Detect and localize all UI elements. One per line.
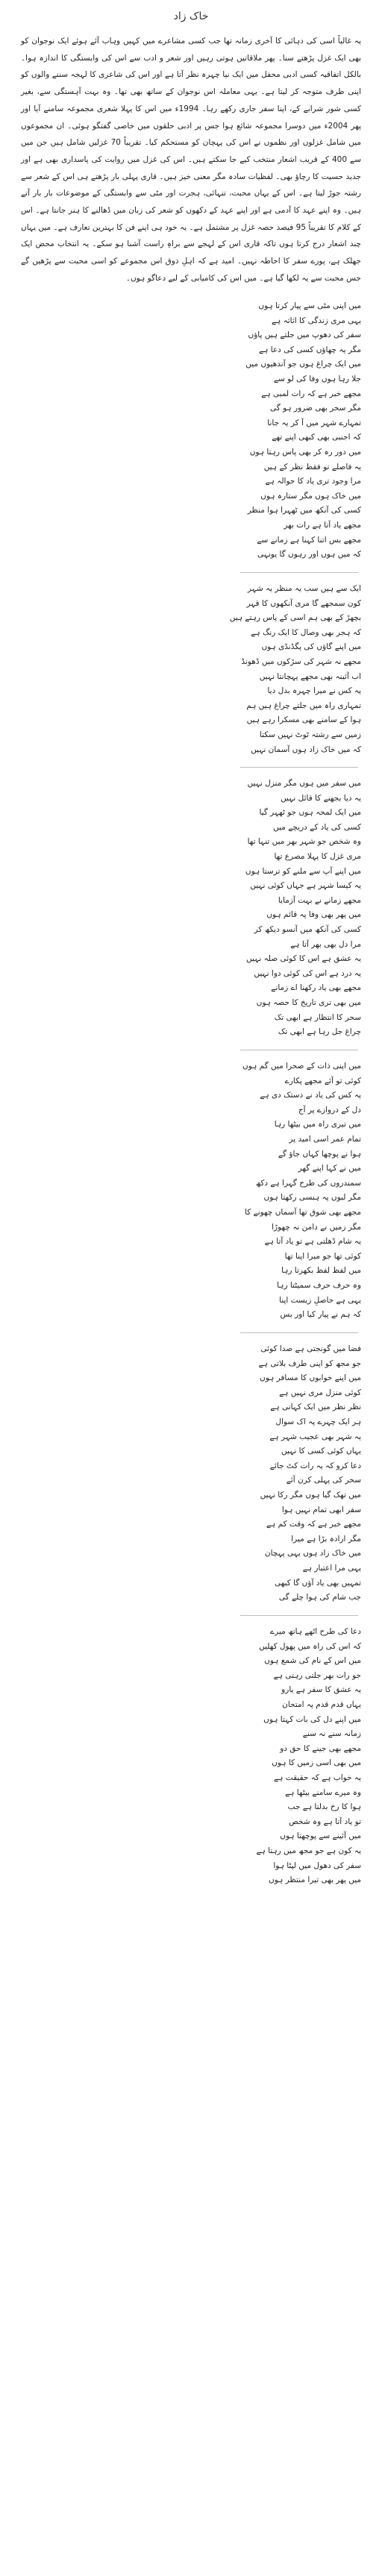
intro-text: یہ غالباً اسی کی دہائی کا آخری زمانہ تھا جب کسی مشاعرے میں کہیں وہاب آئے ہوئے ایک نوجوان کو بھی ایک غزل پڑھتے سنا۔ پھر ملاقاتیں ہوتی رہیں اور شعر و ادب سے اس کی وابستگی کا اندازہ ہوا۔ بالکل اتفاقیہ کسی ادبی محفل میں ایک نیا چہرہ نظر آتا ہے اور اس کی شاعری کا لہجہ سننے والوں کو اپنی طرف متوجہ کر لیتا ہے۔ یہی معاملہ اس نوجوان کے ساتھ بھی تھا۔ وہ بہت آہستگی سے، بغیر کسی شور شرابے کے، اپنا سفر جاری رکھے رہا۔ 1994ء میں اس کا پہلا شعری مجموعہ سامنے آیا اور پھر 2004ء میں دوسرا مجموعہ شائع ہوا جس پر ادبی حلقوں میں خاصی گفتگو ہوئی۔ ان مجموعوں میں شامل غزلوں اور نظموں نے اس کی پہچان کو مستحکم کیا۔ تقریباً 70 غزلیں شامل ہیں جن میں سے 400 کے قریب اشعار منتخب کیے جا سکتے ہیں۔ اس کی غزل میں روایت کی پاسداری بھی ہے اور جدید حسیت کا رچاؤ بھی۔ لفظیات سادہ مگر معنی خیز ہیں۔ قاری پہلی بار پڑھتے ہی اس کے شعر سے رشتہ جوڑ لیتا ہے۔ اس کے یہاں محبت، تنہائی، ہجرت اور مٹی سے وابستگی کے موضوعات بار بار آتے ہیں۔ وہ اپنے عہد کا آدمی ہے اور اپنے عہد کے دکھوں کو شعر کی زبان میں ڈھالنے کا ہنر جانتا ہے۔ اس کے کلام کا تقریباً 95 فیصد حصہ غزل پر مشتمل ہے۔ یہ خود ہی اپنے فن کا بہترین تعارف ہے۔ میں یہاں چند اشعار درج کرتا ہوں تاکہ قاری اس کے لہجے سے براہِ راست آشنا ہو سکے۔ یہ انتخاب محض ایک جھلک ہے، پورے سفر کا احاطہ نہیں۔ امید ہے کہ اہلِ ذوق اس مجموعے کو اسی محبت سے پڑھیں گے جس محبت سے یہ لکھا گیا ہے۔ میں اس کی کامیابی کے لیے دعاگو ہوں۔: [21, 37, 361, 283]
poem-line: مجھے نہ شہر کی سڑکوں میں ڈھونڈ: [241, 656, 361, 666]
poem-line: چراغ جل رہا ہے ابھی تک: [278, 1027, 361, 1037]
poem-line: تمہیں بھی یاد آؤں گا کبھی: [275, 1578, 361, 1588]
poem-line: کہ ہجر بھی وصال کا ایک رنگ ہے: [251, 627, 361, 637]
poem-line: میں بھی تری تاریخ کا حصہ ہوں: [256, 997, 361, 1007]
poem-line: کسی کی آنکھ میں آنسو دیکھ کر: [254, 924, 361, 934]
poem-line: میں بھی اسی زمیں کا ہوں: [272, 1758, 361, 1768]
poem-line: میں نے کہا اپنے گھر: [298, 1164, 361, 1173]
poem-line: نظر نظر میں ایک کہانی ہے: [270, 1403, 361, 1412]
poem-line: وہ حرف حرف سمیٹتا رہا: [277, 1280, 361, 1290]
poem-block: [21, 299, 361, 562]
poem-line: کہ میں خاک زاد ہوں آسمان نہیں: [251, 745, 361, 754]
poem-line: ہر ایک چہرے پہ اک سوال: [275, 1417, 361, 1426]
poem-line: دل کے دروازے پر آج: [298, 1105, 361, 1115]
poem-line: سفر کی دھوپ میں جلتے ہیں پاؤں: [248, 330, 361, 340]
poem-line: یہ کون ہے جو مجھ میں رہتا ہے: [256, 1846, 361, 1855]
poem-line: زمانہ سنے نہ سنے: [302, 1729, 361, 1739]
poem-line: یہاں کوئی کسی کا نہیں: [281, 1447, 361, 1456]
poem-line: یہ فاصلے تو فقط نظر کے ہیں: [263, 462, 361, 471]
poem-line: ہوا کے سامنے بھی مسکرا رہے ہیں: [246, 715, 361, 725]
poem-line: تمہارے شہر میں آ کر یہ جانا: [267, 418, 361, 427]
poem-line: مجھے یاد آتا ہے رات بھر: [284, 520, 361, 530]
poem-block: [21, 1059, 361, 1323]
poem-line: یہ عشق کا سفر ہے یارو: [281, 1685, 361, 1695]
poem-line: میں پھر بھی وفا پہ قائم ہوں: [266, 910, 361, 920]
poem-line: مجھے بس اتنا کہنا ہے زمانے سے: [257, 535, 361, 545]
poem-line: کہ اس کی راہ میں پھول کھلیں: [259, 1641, 361, 1651]
poem-block: [21, 582, 361, 757]
poem-line: مگر یہ چھاؤں کسی کی دعا ہے: [259, 345, 361, 354]
poem-line: مجھے زمانے نے بہت آزمایا: [278, 895, 361, 905]
poem-line: مجھے بھی یاد رکھنا اے زمانے: [271, 983, 361, 993]
poem-line: مجھے بھی شوق تھا آسماں چھونے کا: [245, 1207, 361, 1217]
poem-line: سحر کی پہلی کرن آئے: [286, 1476, 361, 1485]
poem-line: اب آئینہ بھی مجھے پہچانتا نہیں: [259, 671, 361, 681]
poem-line: فضا میں گونجتی ہے صدا کوئی: [260, 1344, 361, 1353]
poem-line: میں اپنے آپ سے ملنے کو ترستا ہوں: [245, 866, 361, 876]
poem-line: وہ میرے سامنے بیٹھا ہے: [285, 1787, 361, 1797]
poem-line: میں تھک گیا ہوں مگر رکا نہیں: [260, 1490, 361, 1499]
intro-paragraph: [21, 33, 361, 287]
poem-line: میں اپنی ذات کے صحرا میں گم ہوں: [242, 1062, 361, 1071]
poem-line: یہی مرا اعتبار ہے: [302, 1563, 361, 1573]
poem-line: کوئی تھا جو میرا اپنا تھا: [284, 1251, 361, 1261]
poem-line: میں سفر میں ہوں مگر منزل نہیں: [247, 779, 361, 788]
poem-line: مگر ارادہ بڑا ہے میرا: [291, 1534, 361, 1544]
poem-line: مرا وجود تری یاد کا حوالہ ہے: [265, 477, 361, 486]
poem-line: یہ کیسا شہر ہے جہاں کوئی نہیں: [250, 881, 361, 891]
poem-block: [21, 777, 361, 1040]
poem-line: میں اپنے گاؤں کی پگڈنڈی ہوں: [261, 642, 361, 652]
poem-line: مگر سحر بھی ضرور ہو گی: [270, 404, 361, 413]
section-divider: [240, 1615, 358, 1616]
section-divider: [240, 1332, 358, 1333]
poem-line: مجھے خبر ہے کہ وقت کم ہے: [266, 1520, 361, 1529]
poem-line: میں لفظ لفظ بکھرتا رہا: [281, 1266, 361, 1276]
poem-line: جب شام کی ہوا چلے گی: [278, 1593, 361, 1602]
poem-line: یہ خواب ہے کہ حقیقت ہے: [274, 1773, 361, 1782]
poem-block: [21, 1625, 361, 1888]
poem-line: میں اپنے خوابوں کا مسافر ہوں: [259, 1373, 361, 1383]
poem-line: تمہاری راہ میں جلتے چراغ ہیں ہم: [246, 701, 361, 710]
poem-block: [21, 1342, 361, 1605]
poem-line: یہی مری زندگی کا اثاثہ ہے: [271, 316, 361, 325]
poem-line: میں خاک زاد ہوں یہی پہچان: [264, 1549, 361, 1558]
poem-line: دعا کی طرح اٹھے ہاتھ میرے: [270, 1627, 361, 1636]
poem-line: یہ درد ہے اس کی کوئی دوا نہیں: [254, 968, 361, 978]
poem-line: کوئی منزل مری نہیں ہے: [279, 1388, 361, 1397]
section-divider: [240, 572, 358, 573]
poem-line: مجھے خبر ہے کہ رات لمبی ہے: [261, 389, 361, 398]
poem-line: تمام عمر اسی امید پر: [289, 1134, 361, 1144]
poem-line: جو رات بھر جلتی رہتی ہے: [273, 1670, 361, 1680]
poem-line: ہوا نے پوچھا کہاں جاؤ گے: [278, 1149, 361, 1159]
poem-line: یہ کس کی یاد نے دستک دی ہے: [260, 1091, 361, 1100]
poem-line: میں پھر بھی تیرا منتظر ہوں: [268, 1875, 361, 1885]
poem-line: بچھڑ کے بھی ہم اسی کے پاس رہتے ہیں: [229, 613, 361, 623]
poem-line: ایک سے ہیں سب یہ منظر یہ شہر: [247, 584, 361, 593]
poem-line: میں تیری راہ میں بیٹھا رہا: [274, 1120, 361, 1129]
poem-line: جو مجھ کو اپنی طرف بلاتی ہے: [258, 1358, 361, 1368]
poem-line: مجھے بھی جینے کا حق دو: [280, 1743, 361, 1753]
poem-line: مرا دل بھی بھر آتا ہے: [290, 939, 361, 949]
poem-line: میں اس کے نام کی شمع ہوں: [264, 1656, 361, 1666]
poem-line: کہ اجنبی بھی کبھی اپنے تھے: [272, 433, 361, 442]
poem-line: یہ دیا بجھنے کا قائل نہیں: [281, 793, 361, 803]
poem-line: مری غزل کا پہلا مصرع تھا: [274, 851, 361, 861]
poem-line: سحر کا انتظار ہے ابھی تک: [274, 1012, 361, 1022]
poem-line: میں دور رہ کر بھی پاس رہتا ہوں: [249, 447, 361, 457]
poem-line: وہ شخص جو شہر بھر میں تنہا تھا: [247, 837, 361, 847]
poem-line: میں اپنی مٹی سے پیار کرتا ہوں: [258, 301, 361, 310]
poem-line: یہ شہر بھی عجیب شہر ہے: [269, 1432, 361, 1441]
poem-line: یہ عشق ہے اس کا کوئی صلہ نہیں: [246, 954, 361, 964]
poem-line: میں ایک چراغ ہوں جو آندھیوں میں: [245, 360, 361, 369]
poem-line: مگر زمیں نے دامن نہ چھوڑا: [272, 1222, 361, 1232]
poem-line: کوئی تو آئے مجھے پکارے: [284, 1076, 361, 1085]
poem-line: میں ایک لمحہ ہوں جو ٹھہر گیا: [259, 808, 361, 818]
document-title: خاک زاد: [173, 10, 209, 22]
poem-line: جلا رہا ہوں وفا کی لو سے: [273, 374, 361, 383]
poem-line: مگر لبوں پہ ہنسی رکھتا ہوں: [263, 1193, 361, 1203]
poem-line: کسی کی آنکھ میں ٹھہرا ہوا منظر: [247, 506, 361, 515]
poem-line: دعا کرو کہ یہ رات کٹ جائے: [269, 1461, 361, 1470]
poem-line: یہ کس نے میرا چہرہ بدل دیا: [267, 686, 361, 696]
poem-line: میں اپنے دل کی بات کہتا ہوں: [263, 1714, 361, 1724]
poem-line: کسی کی یاد کے دریچے میں: [273, 822, 361, 832]
poem-line: میں خاک ہوں مگر ستارہ ہوں: [260, 491, 361, 501]
poem-line: یہی ہے حاصلِ زیست اپنا: [279, 1295, 361, 1305]
poem-line: سمندروں کی طرح گہرا ہے دکھ: [255, 1178, 361, 1188]
poem-line: یہ شام ڈھلتی ہے تو یاد آتا ہے: [264, 1237, 361, 1247]
section-divider: [240, 767, 358, 768]
poem-line: سفر کی دھول میں لپٹا ہوا: [273, 1861, 361, 1870]
poem-line: کہ میں ہوں اور رہوں گا یونہی: [257, 550, 361, 560]
poem-line: سفر ابھی تمام نہیں ہوا: [281, 1505, 361, 1514]
poem-line: کہ ہم نے پیار کیا اور بس: [280, 1310, 361, 1320]
poem-line: یہاں قدم قدم پہ امتحان: [282, 1699, 361, 1709]
poem-line: میں آئینے سے پوچھتا ہوں: [280, 1831, 361, 1841]
poem-line: کون سمجھے گا مری آنکھوں کا قہر: [246, 598, 361, 608]
poem-line: زمیں سے رشتہ ٹوٹ نہیں سکتا: [259, 730, 361, 739]
poem-line: تو یاد آتا ہے وہ شخص: [289, 1817, 361, 1826]
poem-line: ہوا کا رخ بدلتا ہے جب: [287, 1802, 361, 1812]
